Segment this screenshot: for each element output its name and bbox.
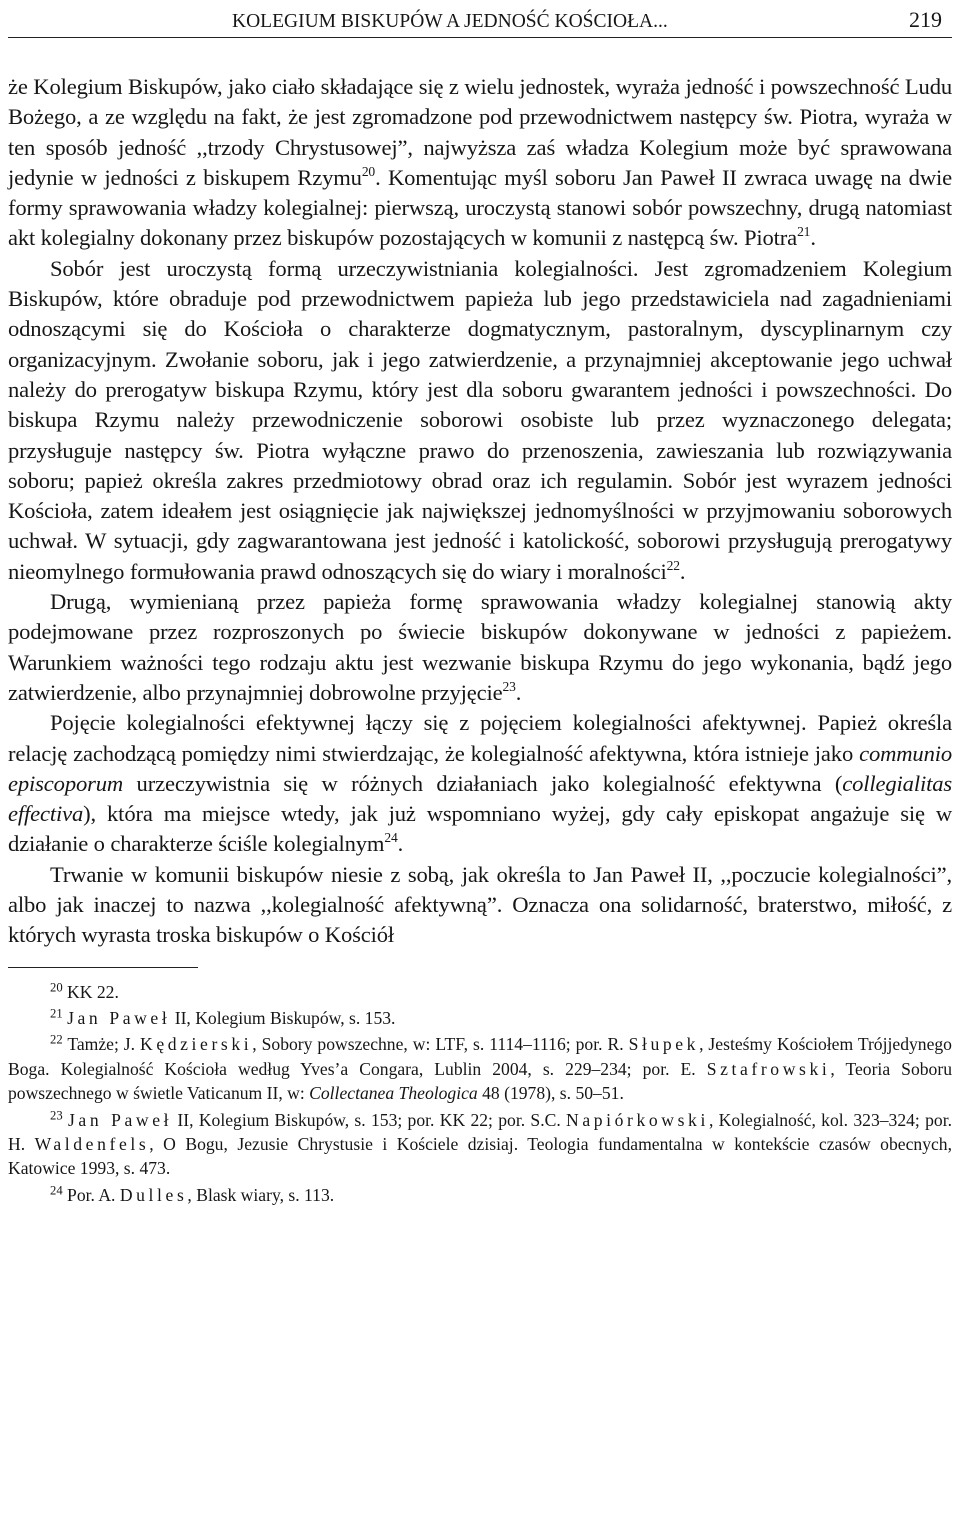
text-run: 48 (1978), s. 50–51. bbox=[477, 1083, 624, 1104]
footnote bbox=[8, 1183, 952, 1207]
text-run: II, Kolegium Biskupów, s. 153. bbox=[170, 1008, 396, 1029]
author-name: Dulles bbox=[119, 1184, 188, 1205]
footnote-ref: 24 bbox=[50, 1183, 63, 1198]
paragraph bbox=[8, 860, 952, 951]
running-header bbox=[8, 0, 952, 38]
footnote bbox=[8, 1032, 952, 1105]
footnote bbox=[8, 980, 952, 1004]
text-run: Sobór jest uroczystą formą urzeczywistniania kolegialności. Jest zgromadzeniem Kolegium Biskupów, które obraduje pod przewodnictwem papieża lub jego przedstawiciela nad zagadnieniami odnoszącymi się do Kościoła o charakterze dogmatycznym, pastoralnym, dyscyplinarnym czy organizacyjnym. Zwołanie soboru, jak i jego zatwierdzenie, a przynajmniej akceptowanie jego uchwał należy do prerogatyw biskupa Rzymu, który jest dla soboru gwarantem jedności i powszechności. Do biskupa Rzymu należy przewodniczenie soborowi osobiste lub przez wyznaczonego delegata; przysługuje następcy św. Piotra wyłączne prawo do przenoszenia, zawieszania lub rozwiązywania soboru; papież określa zakres przedmiotowy obrad oraz ich regulamin. Sobór jest wyrazem jedności Kościoła, zatem ideałem jest osiągnięcie jak największej jednomyślności w przyjmowaniu soborowych uchwał. W sytuacji, gdy zagwarantowana jest jedność i katolickość, soborowi przysługują prerogatywy nieomylnego formułowania prawd odnoszących się do wiary i moralności bbox=[8, 255, 952, 584]
paragraph bbox=[8, 254, 952, 587]
footnote-ref: 22 bbox=[50, 1033, 63, 1048]
footnotes bbox=[8, 980, 952, 1208]
running-title: KOLEGIUM BISKUPÓW A JEDNOŚĆ KOŚCIOŁA... bbox=[232, 11, 668, 32]
text-run: urzeczywistnia się w różnych działaniach jako kolegialność efektywna ( bbox=[123, 770, 843, 796]
paragraph bbox=[8, 587, 952, 708]
author-name: Jan Paweł bbox=[67, 1008, 171, 1029]
text-run: , Kolegialność, kol. 323–324; por. H. bbox=[8, 1109, 952, 1155]
footnote bbox=[8, 1108, 952, 1181]
text-run: że Kolegium Biskupów, jako ciało składające się z wielu jednostek, wyraża jedność i powszechność Ludu Bożego, a ze względu na fakt, że jest zgromadzone pod przewodnictwem następcy św. Piotra, wyraża w ten sposób jedność ,,trzody Chrystusowej”, najwyższa zaś władza Kolegium może być sprawowana jedynie w jedności z biskupem Rzymu bbox=[8, 74, 952, 190]
text-run: KK 22. bbox=[62, 981, 119, 1002]
text-run: Tamże; J. bbox=[62, 1034, 141, 1055]
author-name: Słupek bbox=[628, 1034, 700, 1055]
paragraph bbox=[8, 72, 952, 254]
text-run: . bbox=[679, 558, 686, 584]
author-name: Kędzierski bbox=[140, 1034, 253, 1055]
text-run: , Blask wiary, s. 113. bbox=[187, 1184, 335, 1205]
text-run: Trwanie w komunii biskupów niesie z sobą, jak określa to Jan Paweł II, ,,poczucie kolegialności”, albo jak inaczej to nazwa ,,kolegialność afektywną”. Oznacza ona solidarność, braterstwo, miłość, z których wyrasta troska biskupów o Kościół bbox=[8, 861, 952, 948]
author-name: Sztafrowski bbox=[706, 1058, 831, 1079]
footnote-ref: 23 bbox=[502, 679, 516, 695]
footnote bbox=[8, 1006, 952, 1030]
text-run: . bbox=[810, 225, 816, 251]
author-name: Waldenfels bbox=[34, 1134, 150, 1155]
text-run: . bbox=[397, 831, 404, 857]
author-name: Napiórkowski bbox=[566, 1109, 709, 1130]
footnote-separator bbox=[8, 967, 198, 968]
footnote-ref: 24 bbox=[384, 830, 398, 846]
text-run: ), która ma miejsce wtedy, jak już wspomniano wyżej, gdy cały episkopat angażuje się w działanie o charakterze ściśle kolegialnym bbox=[8, 801, 952, 857]
text-run: , Sobory powszechne, w: LTF, s. 1114–1116; por. R. bbox=[252, 1034, 629, 1055]
text-run: . Komentując myśl soboru Jan Paweł II zwraca uwagę na dwie formy sprawowania władzy kolegialnej: pierwszą, uroczystą stanowi sobór powszechny, drugą natomiast akt kolegialny dokonany przez biskupów pozostających w komunii z następcą św. Piotra bbox=[8, 164, 952, 251]
text-run: , Teoria Soboru powszechnego w świetle Vaticanum II, w: bbox=[8, 1058, 952, 1104]
footnote-ref: 20 bbox=[50, 980, 63, 995]
text-run: Por. A. bbox=[62, 1184, 120, 1205]
italic-text: communio episcoporum bbox=[8, 740, 952, 796]
footnote-ref: 22 bbox=[666, 557, 680, 573]
main-text bbox=[8, 72, 952, 951]
text-run: Drugą, wymienianą przez papieża formę sprawowania władzy kolegialnej stanowią akty podejmowane przez rozproszonych po świecie biskupów dokonywane w jedności z papieżem. Warunkiem ważności tego rodzaju aktu jest wezwanie biskupa Rzymu do jego wykonania, bądź jego zatwierdzenie, albo przynajmniej dobrowolne przyjęcie bbox=[8, 589, 952, 705]
text-run: Pojęcie kolegialności efektywnej łączy się z pojęciem kolegialności afektywnej. Papież określa relację zachodzącą pomiędzy nimi stwierdzając, że kolegialność afektywna, która istnieje jako bbox=[8, 710, 952, 766]
text-run: . bbox=[515, 679, 522, 705]
text-run: II, Kolegium Biskupów, s. 153; por. KK 22; por. S.C. bbox=[172, 1109, 567, 1130]
text-run: , O Bogu, Jezusie Chrystusie i Kościele dzisiaj. Teologia fundamentalna w kontekście czasów obecnych, Katowice 1993, s. 473. bbox=[8, 1134, 952, 1179]
page-number: 219 bbox=[909, 7, 942, 32]
footnote-ref: 21 bbox=[50, 1006, 63, 1021]
footnote-ref: 20 bbox=[361, 164, 376, 180]
paragraph bbox=[8, 708, 952, 859]
author-name: Jan Paweł bbox=[67, 1109, 173, 1130]
footnote-ref: 23 bbox=[50, 1108, 63, 1123]
footnote-ref: 21 bbox=[797, 224, 811, 240]
italic-text: collegialitas effectiva bbox=[8, 770, 952, 827]
italic-text: Collectanea Theologica bbox=[309, 1083, 478, 1104]
text-run: , Jesteśmy Kościołem Trójjedynego Boga. Kolegialność Kościoła według Yves’a Congara, Lublin 2004, s. 229–234; por. E. bbox=[8, 1034, 952, 1079]
